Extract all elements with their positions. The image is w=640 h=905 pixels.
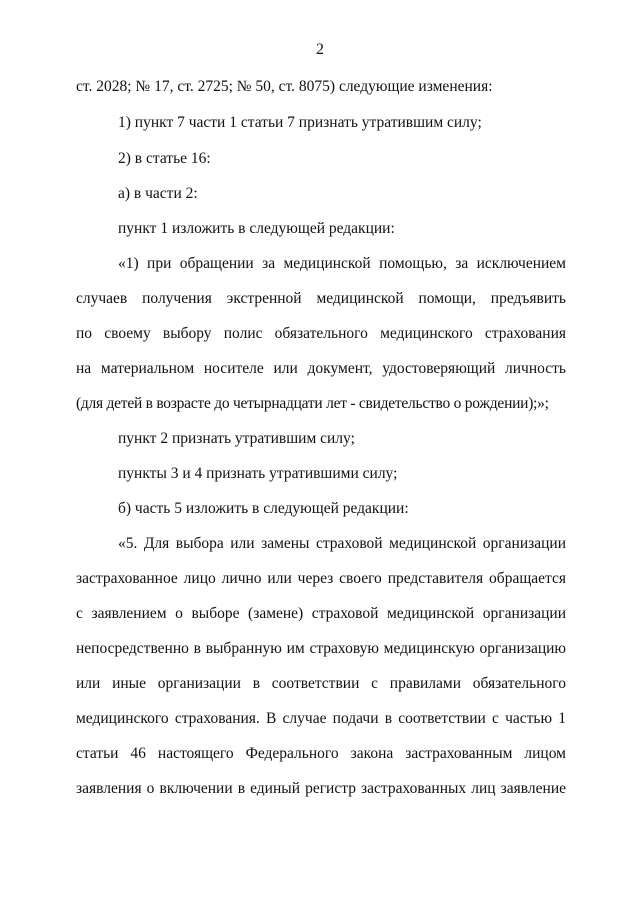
page-number: 2 bbox=[316, 41, 324, 58]
text-line: б) часть 5 изложить в следующей редакции: bbox=[118, 500, 409, 517]
text-line: (для детей в возрасте до четырнадцати лет - свидетельство о рождении);»; bbox=[76, 395, 549, 412]
text-line: по своему выбору полис обязательного медицинского страхования bbox=[76, 325, 566, 342]
text-line: с заявлением о выборе (замене) страховой медицинской организации bbox=[76, 605, 566, 622]
text-line: «1) при обращении за медицинской помощью, за исключением bbox=[118, 255, 566, 272]
text-line: случаев получения экстренной медицинской помощи, предъявить bbox=[76, 290, 566, 307]
text-line: или иные организации в соответствии с правилами обязательного bbox=[76, 675, 566, 692]
text-line: пункт 1 изложить в следующей редакции: bbox=[118, 220, 395, 237]
text-line: статьи 46 настоящего Федерального закона застрахованным лицом bbox=[76, 745, 566, 762]
text-line: 1) пункт 7 части 1 статьи 7 признать утратившим силу; bbox=[118, 114, 482, 131]
text-line: медицинского страхования. В случае подачи в соответствии с частью 1 bbox=[76, 710, 566, 727]
text-line: заявления о включении в единый регистр застрахованных лиц заявление bbox=[76, 780, 566, 797]
text-line: 2) в статье 16: bbox=[118, 150, 211, 167]
text-line: на материальном носителе или документ, удостоверяющий личность bbox=[76, 360, 566, 377]
text-line: застрахованное лицо лично или через своего представителя обращается bbox=[76, 570, 566, 587]
text-line: а) в части 2: bbox=[118, 185, 198, 202]
text-line: ст. 2028; № 17, ст. 2725; № 50, ст. 8075) следующие изменения: bbox=[76, 78, 493, 95]
text-line: непосредственно в выбранную им страховую медицинскую организацию bbox=[76, 640, 566, 657]
text-line: пункты 3 и 4 признать утратившими силу; bbox=[118, 465, 398, 482]
text-line: пункт 2 признать утратившим силу; bbox=[118, 430, 355, 447]
text-line: «5. Для выбора или замены страховой медицинской организации bbox=[118, 535, 566, 552]
